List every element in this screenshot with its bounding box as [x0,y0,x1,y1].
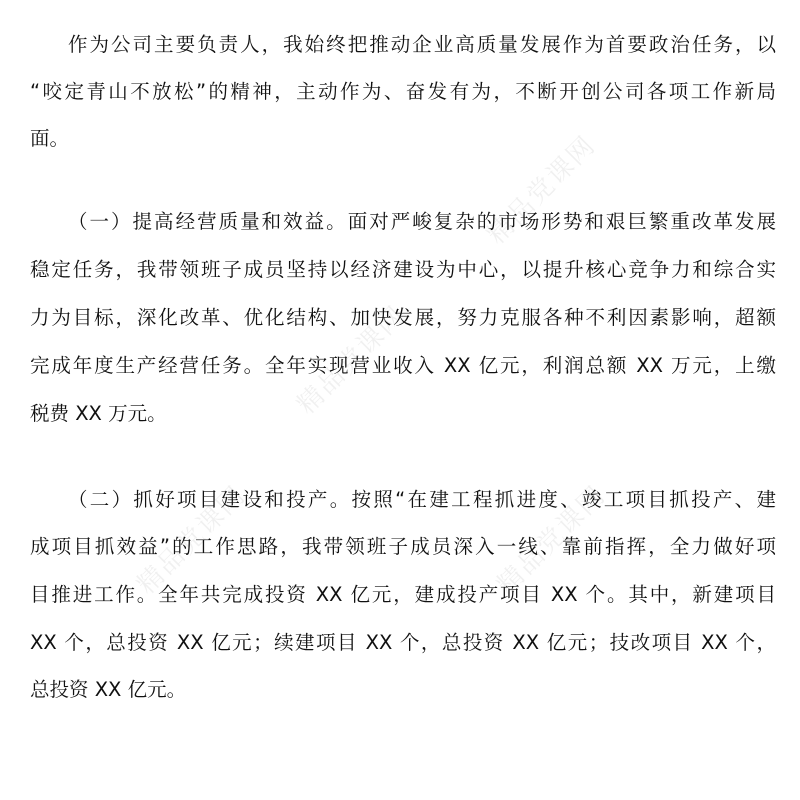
section-heading-line: （二）抓好项目建设和投产。按照“在建工程抓进度、竣工项目抓投产、建 [68,488,776,511]
text-line: 完成年度生产经营任务。全年实现营业收入 XX 亿元，利润总额 XX 万元，上缴 [30,354,776,377]
watermark-text: 精品党课网 [131,480,252,601]
watermark-text: 精品党课网 [481,130,602,251]
watermark-text: 精品党课网 [291,300,412,421]
text-line: 税费 XX 万元。 [30,402,167,425]
text-line: 成项目抓效益”的工作思路，我带领班子成员深入一线、靠前指挥，全力做好项 [30,535,776,558]
text-line: 稳定任务，我带领班子成员坚持以经济建设为中心，以提升核心竞争力和综合实 [30,258,776,281]
watermark-text: 精品党课网 [491,480,612,601]
text-line: 总投资 XX 亿元。 [30,678,187,701]
section-heading-line: （一）提高经营质量和效益。面对严峻复杂的市场形势和艰巨繁重改革发展 [68,210,776,233]
text-line: 面。 [30,127,70,150]
text-line: XX 个，总投资 XX 亿元；续建项目 XX 个，总投资 XX 亿元；技改项目 XX 个， [30,631,776,654]
text-line: 力为目标，深化改革、优化结构、加快发展，努力克服各种不利因素影响，超额 [30,306,776,329]
text-line: 作为公司主要负责人，我始终把推动企业高质量发展作为首要政治任务，以 [68,33,776,56]
text-line: “咬定青山不放松”的精神，主动作为、奋发有为，不断开创公司各项工作新局 [30,80,776,103]
text-line: 目推进工作。全年共完成投资 XX 亿元，建成投产项目 XX 个。其中，新建项目 [30,583,776,606]
